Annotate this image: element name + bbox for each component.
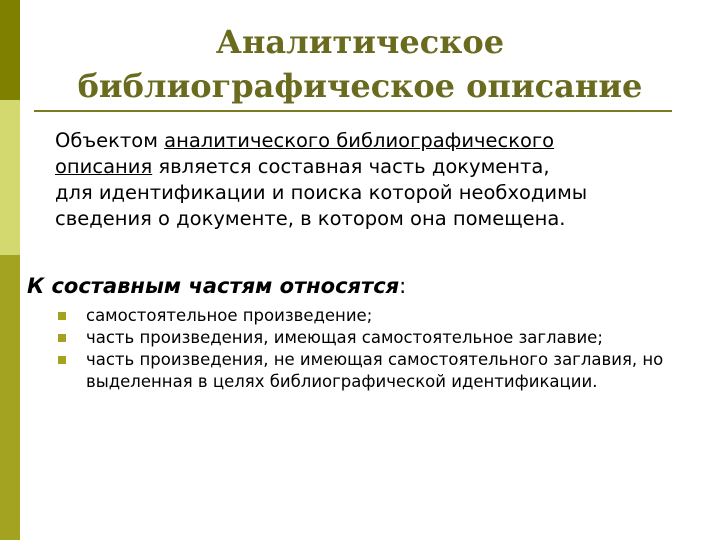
list-item-text: самостоятельное произведение; bbox=[86, 306, 373, 325]
list-item bbox=[58, 305, 698, 327]
intro-underlined-term-1: аналитического библиографического bbox=[164, 129, 555, 152]
list-item-text: часть произведения, не имеющая самостоятельного заглавия, но выделенная в целях библиографической идентификации. bbox=[86, 350, 664, 391]
intro-line-2 bbox=[55, 154, 685, 180]
square-bullet-icon bbox=[58, 334, 66, 342]
slide-title bbox=[40, 20, 680, 108]
side-stripe-bottom bbox=[0, 255, 20, 540]
subheading-suffix: : bbox=[399, 274, 407, 298]
subheading-bold: К составным частям относятся bbox=[27, 274, 400, 298]
subheading bbox=[27, 272, 406, 300]
slide-title-line-2: библиографическое описание bbox=[77, 67, 643, 105]
slide-title-line-1: Аналитическое bbox=[215, 23, 505, 61]
intro-underlined-term-2: описания bbox=[55, 155, 153, 178]
intro-prefix: Объектом bbox=[55, 129, 165, 152]
list-item bbox=[58, 327, 698, 349]
list-item-text: часть произведения, имеющая самостоятельное заглавие; bbox=[86, 328, 603, 347]
square-bullet-icon bbox=[58, 312, 66, 320]
intro-line-3: для идентификации и поиска которой необходимы bbox=[55, 181, 588, 204]
list-item bbox=[58, 349, 698, 393]
component-list bbox=[58, 305, 698, 393]
title-divider bbox=[34, 110, 672, 112]
intro-line-4: сведения о документе, в котором она помещена. bbox=[55, 207, 566, 230]
side-stripe-middle bbox=[0, 100, 20, 255]
square-bullet-icon bbox=[58, 356, 66, 364]
intro-paragraph bbox=[55, 128, 685, 232]
side-stripe-top bbox=[0, 0, 20, 100]
intro-line-1 bbox=[55, 128, 685, 154]
intro-line-2-rest: является составная часть документа, bbox=[152, 155, 550, 178]
